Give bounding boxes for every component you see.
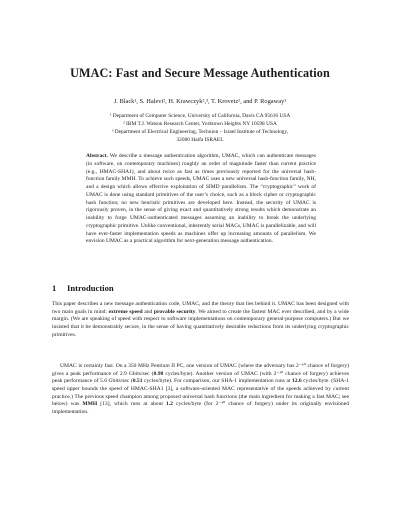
paper-title: UMAC: Fast and Secure Message Authentication [70, 66, 330, 80]
affiliation-2: ² IBM T.J. Watson Research Center, Yorktown Heights NY 10598 USA [123, 121, 277, 127]
para2-text-2: cycles/byte). Another version of UMAC (with 2⁻³⁰ chance of forgery) achieves peak performance of 5.6 Gbits/sec ( [52, 370, 349, 385]
abstract [86, 153, 316, 246]
section-number: 1 [52, 283, 57, 293]
para2-text-4: cycles/byte. (SHA-1 speed upper bounds the speed of HMAC-SHA1 [3], a software-oriented MAC representative of the speeds achieved by current practice.) The previous speed champion among proposed universal hash functions (the main ingredient for making a fast MAC; see below) was [52, 378, 349, 408]
para1-bold-1: extreme speed [108, 308, 143, 315]
author-list: J. Black¹, S. Halevi², H. Krawczyk²,³, T. Krovetz¹, and P. Rogaway¹ [113, 98, 287, 105]
section-title: Introduction [67, 283, 114, 293]
para2-text-3: cycles/byte). For comparison, our SHA-1 implementation runs at [142, 378, 292, 385]
affiliation-3: ³ Department of Electrical Engineering, Technion – Israel Institute of Technology, [111, 129, 289, 135]
para2-bold-5: 1.2 [165, 401, 173, 408]
para1-text-2: and [142, 308, 154, 315]
intro-paragraph-2 [52, 363, 349, 417]
para1-text-1: This paper describes a new message authentication code, UMAC, and the theory that lies behind it. UMAC has been designed with two main goals in mind: [52, 301, 349, 315]
para2-text-1: UMAC is certainly fast. On a 350 MHz Pentium II PC, one version of UMAC (where the adversary has 2⁻⁶⁰ chance of forgery) gives a peak performance of 2.9 Gbits/sec ( [52, 363, 349, 377]
para1-bold-2: provable security [153, 308, 196, 315]
para2-bold-2: 0.51 [132, 378, 143, 385]
para2-bold-1: 0.98 [153, 370, 164, 377]
intro-paragraph-1 [52, 301, 349, 339]
affiliation-3-cont: 32000 Haifa ISRAEL [176, 137, 224, 143]
affiliation-1: ¹ Department of Computer Science, University of California, Davis CA 95616 USA [109, 113, 291, 119]
abstract-text: We describe a message authentication algorithm, UMAC, which can authenticate messages (in software, on contemporary machines) roughly an order of magnitude faster than current practice (e.g., HMAC-SHA1), and about twice as fast as times previously reported for the universal hash-function family MMH. To achieve such speeds, UMAC uses a new universal hash-function family, NH, and a design which allows effective exploitation of SIMD parallelism. The “cryptographic” work of UMAC is done using standard primitives of the user’s choice, such as a block cipher or cryptographic hash function; no new heuristic primitives are developed here. Instead, the security of UMAC is rigorously proven, in the sense of giving exact and quantitatively strong results which demonstrate an inability to forge UMAC-authenticated messages assuming an inability to break the underlying cryptographic primitive. Unlike conventional, inherently serial MACs, UMAC is parallelizable, and will have ever-faster implementation speeds as machines offer up increasing amounts of parallelism. We envision UMAC as a practical algorithm for next-generation message authentication. [86, 153, 317, 245]
para2-bold-4: MMH [82, 401, 98, 408]
para2-text-5: [13], which runs at about [97, 401, 166, 408]
section-heading [52, 283, 114, 293]
para1-text-3: . We aimed to create the fastest MAC ever described, and by a wide margin. (We are speaking of speed with respect to software implementations on contemporary general-purpose computers.) But we insisted that it be demonstrably secure, in the sense of having quantitatively desirable reductions from its underlying cryptographic primitives. [52, 308, 349, 338]
abstract-label: Abstract. [86, 153, 108, 159]
para2-text-6: cycles/byte (for 2⁻³⁰ chance of forgery) under its originally envisioned implementation. [52, 401, 349, 415]
para2-bold-3: 12.6 [291, 378, 302, 385]
